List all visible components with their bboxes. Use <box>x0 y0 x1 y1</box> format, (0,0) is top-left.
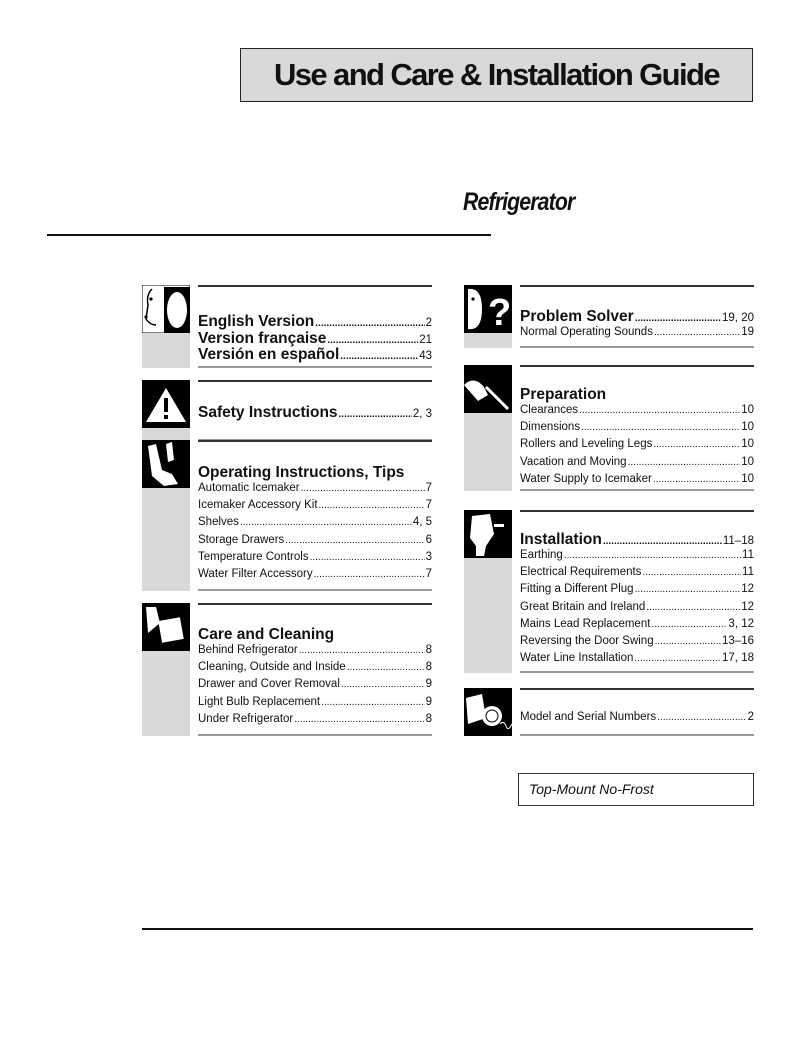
dot-leader <box>651 619 727 630</box>
page-number: 3, 12 <box>728 617 754 630</box>
page-number: 8 <box>425 661 432 674</box>
toc-heading[interactable] <box>520 386 754 404</box>
page-number: 10 <box>741 438 754 451</box>
page-number: 9 <box>425 678 432 691</box>
dot-leader <box>339 409 412 420</box>
dot-leader <box>581 422 740 433</box>
toc-entry[interactable] <box>198 534 432 546</box>
entry-label: Model and Serial Numbers <box>520 711 657 723</box>
page-number: 11 <box>742 566 754 579</box>
toc-entry[interactable] <box>198 499 432 511</box>
toc-entry[interactable] <box>520 652 754 664</box>
toc-entry[interactable] <box>520 583 754 595</box>
entry-label: Water Supply to Icemaker <box>520 472 652 485</box>
page-number: 10 <box>741 421 754 434</box>
page-number: 11–18 <box>722 535 754 547</box>
entry-label: English Version <box>198 313 315 330</box>
toc-heading[interactable] <box>198 330 432 348</box>
entry-label: Rollers and Leveling Legs <box>520 438 653 451</box>
entry-label: Reversing the Door Swing <box>520 635 654 647</box>
toc-heading[interactable] <box>198 313 432 331</box>
page-number: 6 <box>425 533 432 546</box>
dot-leader <box>657 712 746 723</box>
entry-label: Automatic Icemaker <box>198 482 300 494</box>
section-top-rule <box>198 440 432 442</box>
section-bottom-rule <box>520 346 754 348</box>
toc-section <box>142 380 432 441</box>
dot-leader <box>315 318 424 329</box>
page-number: 2 <box>425 317 432 329</box>
dot-leader <box>646 602 740 613</box>
entry-label: Version française <box>198 329 327 347</box>
section-bottom-rule <box>198 589 432 591</box>
toc-entry[interactable] <box>198 696 432 708</box>
toc-entry[interactable] <box>520 473 754 485</box>
entry-label: Light Bulb Replacement <box>198 695 321 708</box>
hand-pressing-icon <box>142 440 190 488</box>
entry-label: Problem Solver <box>520 308 634 325</box>
entry-label: Behind Refrigerator <box>198 644 298 656</box>
dot-leader <box>301 483 425 494</box>
dot-leader <box>653 439 740 450</box>
dot-leader <box>635 313 721 324</box>
dot-leader <box>294 714 424 725</box>
page-number: 8 <box>425 644 432 656</box>
section-bottom-rule <box>198 366 432 368</box>
toc-section <box>464 510 754 673</box>
entry-label: Earthing <box>520 549 563 561</box>
page-number: 10 <box>741 472 754 485</box>
entry-label: Water Line Installation <box>520 652 634 665</box>
page-number: 7 <box>425 482 432 494</box>
entry-label: Fitting a Different Plug <box>520 583 634 596</box>
dot-leader <box>347 662 425 673</box>
page-number: 21 <box>419 333 432 346</box>
dot-leader <box>314 569 425 580</box>
page-number: 13–16 <box>722 635 754 647</box>
dot-leader <box>635 584 741 595</box>
section-top-rule <box>198 603 432 605</box>
page-number: 17, 18 <box>722 652 754 665</box>
dot-leader <box>655 636 721 647</box>
toc-entry[interactable] <box>198 644 432 656</box>
page-number: 12 <box>741 583 754 596</box>
page-number: 12 <box>741 600 754 613</box>
dot-leader <box>654 327 740 338</box>
warning-triangle-icon <box>142 380 190 428</box>
entry-label: Icemaker Accessory Kit <box>198 499 318 512</box>
page-number: 43 <box>419 350 432 362</box>
dot-leader <box>321 697 424 708</box>
title-box <box>240 48 753 102</box>
entry-label: Electrical Requirements <box>520 566 642 579</box>
entry-label: Under Refrigerator <box>198 712 294 725</box>
page-number: 11 <box>742 549 754 561</box>
dot-leader <box>564 550 741 561</box>
entry-label: Safety Instructions <box>198 404 338 421</box>
header-rule <box>47 234 491 236</box>
speaking-faces-icon <box>142 285 190 333</box>
toc-heading[interactable] <box>198 346 432 364</box>
toc-entry[interactable] <box>198 568 432 580</box>
hand-sponge-icon <box>142 603 190 651</box>
dot-leader <box>628 457 741 468</box>
toc-entry[interactable] <box>198 482 432 494</box>
dot-leader <box>341 679 425 690</box>
serial-plate-icon <box>464 688 512 736</box>
toc-entry[interactable] <box>520 456 754 468</box>
entry-label: Installation <box>520 531 602 548</box>
toc-section <box>142 285 432 368</box>
entry-label: Preparation <box>520 386 607 403</box>
section-bottom-rule <box>520 489 754 491</box>
toc-entry[interactable] <box>520 326 754 338</box>
model-type-box <box>518 773 754 806</box>
toc-entry[interactable] <box>198 713 432 725</box>
toc-entry[interactable] <box>520 438 754 450</box>
toc-entry[interactable] <box>198 516 432 528</box>
section-top-rule <box>198 380 432 382</box>
toc-heading[interactable] <box>198 626 432 644</box>
dot-leader <box>579 405 740 416</box>
entry-label: Cleaning, Outside and Inside <box>198 661 346 674</box>
section-top-rule <box>520 688 754 690</box>
entry-label: Vacation and Moving <box>520 455 627 468</box>
toc-heading[interactable] <box>520 531 754 549</box>
toc-section <box>464 365 754 491</box>
page-number: 10 <box>741 404 754 416</box>
page-number: 7 <box>425 499 432 512</box>
toc-entry[interactable] <box>520 421 754 433</box>
entry-label: Clearances <box>520 404 579 416</box>
entry-label: Operating Instructions, Tips <box>198 464 405 481</box>
section-top-rule <box>198 285 432 287</box>
page-number: 9 <box>425 695 432 708</box>
page-number: 2 <box>747 711 754 723</box>
model-type: Top-Mount No-Frost <box>529 781 654 797</box>
entry-label: Shelves <box>198 516 239 529</box>
entry-label: Temperature Controls <box>198 550 309 563</box>
entry-label: Drawer and Cover Removal <box>198 678 340 691</box>
toc-entry[interactable] <box>520 618 754 630</box>
toc-section <box>464 285 754 348</box>
dot-leader <box>634 653 721 664</box>
toc-entry[interactable] <box>198 661 432 673</box>
page-number: 4, 5 <box>412 516 432 529</box>
section-bottom-rule <box>198 734 432 736</box>
page-number: 10 <box>741 455 754 468</box>
svg-text:?: ? <box>488 292 512 333</box>
toc-entry[interactable] <box>520 635 754 647</box>
dot-leader <box>642 567 741 578</box>
page-number: 7 <box>425 568 432 580</box>
section-top-rule <box>520 365 754 367</box>
entry-label: Great Britain and Ireland <box>520 600 646 613</box>
plug-icon <box>464 510 512 558</box>
product-subtitle: Refrigerator <box>463 188 575 216</box>
section-bottom-rule <box>520 671 754 673</box>
toc-entry[interactable] <box>198 678 432 690</box>
page-number: 2, 3 <box>412 408 432 420</box>
page-number: 19 <box>741 326 754 338</box>
toc-section <box>142 440 432 591</box>
dot-leader <box>319 500 425 511</box>
footer-rule <box>142 928 753 930</box>
hand-screwdriver-icon <box>464 365 512 413</box>
section-top-rule <box>520 285 754 287</box>
section-bottom-rule <box>520 734 754 736</box>
toc-heading[interactable] <box>198 464 432 482</box>
toc-heading[interactable] <box>198 404 432 422</box>
entry-label: Dimensions <box>520 421 581 434</box>
toc-heading[interactable] <box>520 308 754 326</box>
dot-leader <box>299 645 425 656</box>
toc-section <box>464 688 754 736</box>
toc-section <box>142 603 432 736</box>
document-title: Use and Care & Installation Guide <box>273 57 720 92</box>
toc-entry[interactable] <box>520 549 754 561</box>
dot-leader <box>285 535 424 546</box>
dot-leader <box>327 335 418 346</box>
entry-label: Care and Cleaning <box>198 626 335 643</box>
section-top-rule <box>520 510 754 512</box>
entry-label: Storage Drawers <box>198 533 285 546</box>
dot-leader <box>653 474 740 485</box>
toc-entry[interactable] <box>520 566 754 578</box>
toc-entry[interactable] <box>520 601 754 613</box>
entry-label: Water Filter Accessory <box>198 568 313 580</box>
page-number: 8 <box>425 712 432 725</box>
entry-label: Mains Lead Replacement <box>520 617 651 630</box>
dot-leader <box>240 517 412 528</box>
dot-leader <box>310 552 425 563</box>
dot-leader <box>340 351 418 362</box>
toc-entry[interactable] <box>520 404 754 416</box>
page-number: 19, 20 <box>722 312 754 324</box>
entry-label: Versión en español <box>198 346 340 363</box>
toc-entry[interactable] <box>520 711 754 723</box>
entry-label: Normal Operating Sounds <box>520 326 653 338</box>
dot-leader <box>603 536 722 547</box>
face-question-icon <box>464 285 512 333</box>
toc-entry[interactable] <box>198 551 432 563</box>
page-number: 3 <box>425 550 432 563</box>
